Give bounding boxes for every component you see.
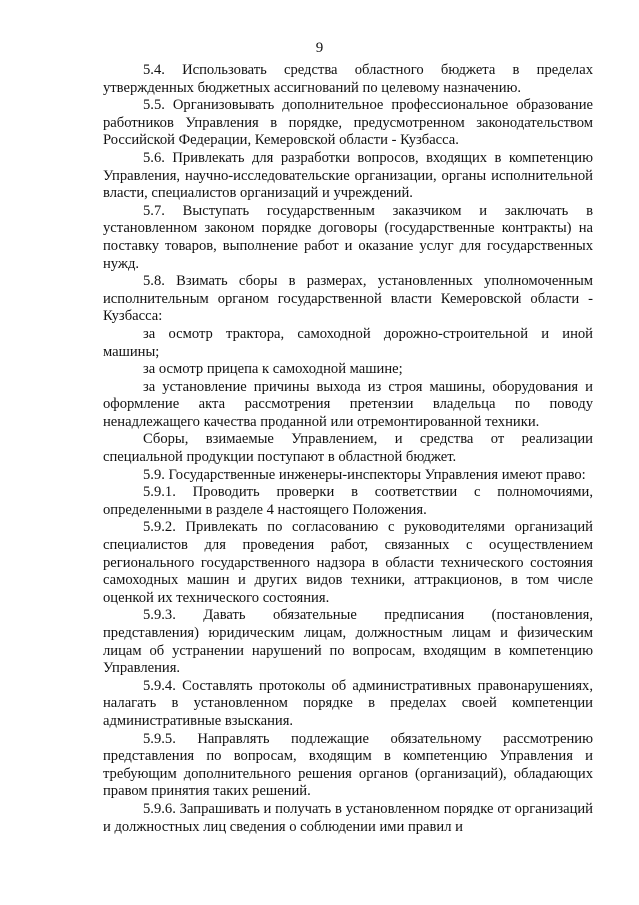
paragraph-5-4: 5.4. Использовать средства областного бюджета в пределах утвержденных бюджетных ассигнований по целевому назначению. [103, 62, 593, 96]
paragraph-5-9-4: 5.9.4. Составлять протоколы об административных правонарушениях, налагать в установленном порядке в пределах своей компетенции административные взыскания. [103, 677, 593, 729]
paragraph-5-8-item-tractor: за осмотр трактора, самоходной дорожно-строительной и иной машины; [103, 325, 593, 360]
paragraph-5-8-item-failure: за установление причины выхода из строя машины, оборудования и оформление акта рассмотрения претензии владельца по поводу ненадлежащего качества проданной или отремонтированной техники. [103, 378, 593, 430]
paragraph-5-9-5: 5.9.5. Направлять подлежащие обязательному рассмотрению представления по вопросам, входящим в компетенцию Управления и требующим дополнительного решения органов (организаций), обладающих правом принятия таких решений. [103, 730, 593, 800]
paragraph-5-8-item-trailer: за осмотр прицепа к самоходной машине; [143, 361, 403, 378]
page-number: 9 [315, 40, 324, 56]
paragraph-5-7: 5.7. Выступать государственным заказчиком и заключать в установленном законом порядке договоры (государственные контракты) на поставку товаров, выполнение работ и оказание услуг для государственных нужд. [103, 202, 593, 272]
paragraph-5-9: 5.9. Государственные инженеры-инспекторы Управления имеют право: [143, 466, 586, 483]
document-body [103, 62, 593, 836]
paragraph-5-5: 5.5. Организовывать дополнительное профессиональное образование работников Управления в порядке, предусмотренном законодательством Российской Федерации, Кемеровской области - Кузбасса. [103, 97, 593, 149]
paragraph-5-8: 5.8. Взимать сборы в размерах, установленных уполномоченным исполнительным органом государственной власти Кемеровской области - Кузбасса: [103, 273, 593, 325]
paragraph-5-9-1: 5.9.1. Проводить проверки в соответствии с полномочиями, определенными в разделе 4 настоящего Положения. [103, 484, 593, 518]
paragraph-5-9-2: 5.9.2. Привлекать по согласованию с руководителями организаций специалистов для проведения работ, связанных с осуществлением регионального государственного надзора в области технического состояния самоходных машин и других видов техники, аттракционов, в том числе оценкой их технического состояния. [103, 519, 593, 606]
paragraph-5-6: 5.6. Привлекать для разработки вопросов, входящих в компетенцию Управления, научно-исследовательские организации, органы исполнительной власти, специалистов организаций и учреждений. [103, 149, 593, 202]
paragraph-5-9-6: 5.9.6. Запрашивать и получать в установленном порядке от организаций и должностных лиц сведения о соблюдении ими правил и [103, 800, 593, 835]
paragraph-fees-budget: Сборы, взимаемые Управлением, и средства от реализации специальной продукции поступают в областной бюджет. [103, 431, 593, 466]
paragraph-5-9-3: 5.9.3. Давать обязательные предписания (постановления, представления) юридическим лицам, должностным лицам и физическим лицам об устранении нарушений по вопросам, входящим в компетенцию Управления. [103, 607, 593, 677]
